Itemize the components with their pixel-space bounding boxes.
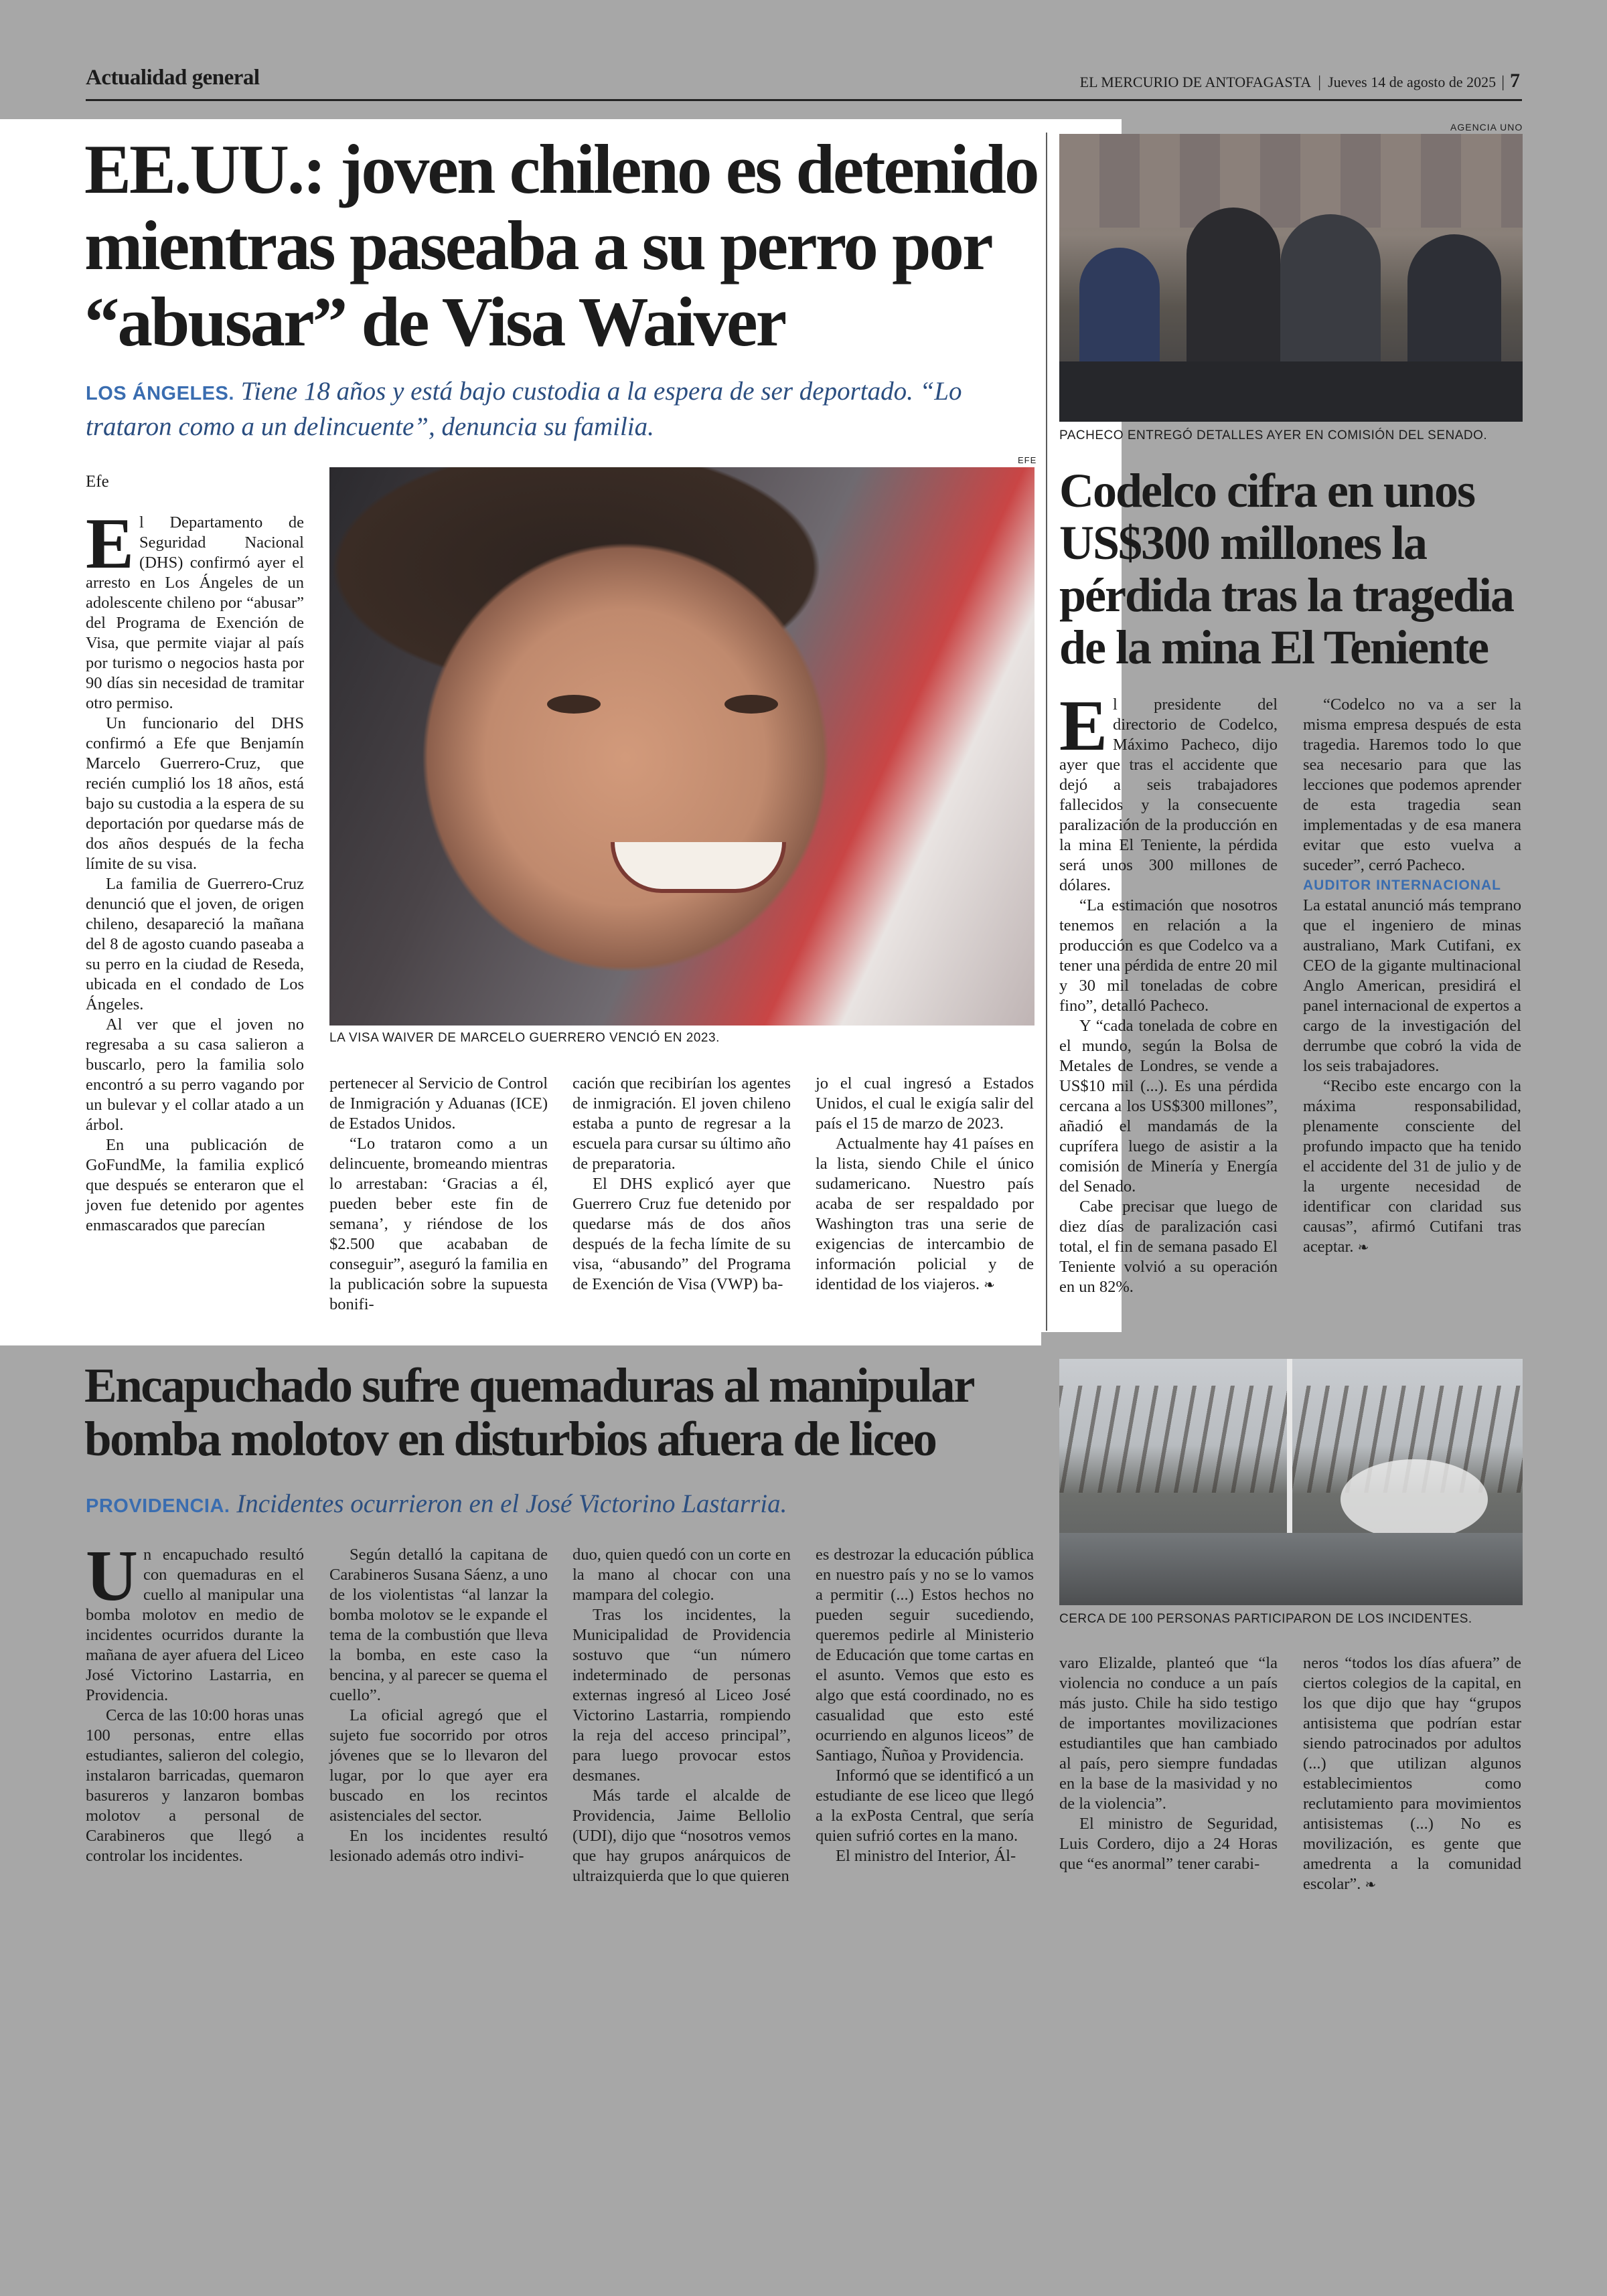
paragraph: El ministro del Interior, Ál- [836, 1847, 1016, 1865]
paragraph: es destrozar la educación pública en nuestro país y no se lo vamos a permitir (...) Estos hechos no pueden seguir sucediendo, queremos pedirle al Ministerio de Educación que tome cartas en el asunto. Vemos que esto es algo que está coordinado, no es casualidad que esto esté ocurriendo en algunos liceos” de Santiago, Ñuñoa y Providencia. [816, 1546, 1034, 1765]
header-date: Jueves 14 de agosto de 2025 [1328, 74, 1497, 90]
headline-line: bomba molotov en disturbios afuera de liceo [84, 1412, 936, 1466]
paragraph: En los incidentes resultó lesionado además otro indivi- [329, 1827, 548, 1865]
headline-line: de la mina El Teniente [1059, 621, 1488, 674]
article3-col4 [816, 1545, 1034, 1866]
paragraph: neros “todos los días afuera” de ciertos colegios de la capital, en los que dijo que hay “grupos antisistema que podrían estar siendo patrocinados por adultos (...) que utilizan algunos establecimientos como reclutamiento para movimientos antisistemas (...) No es movilización, es gente que amedrenta a la comunidad escolar”. ❧ [1303, 1654, 1521, 1893]
paragraph: Tras los incidentes, la Municipalidad de Providencia sostuvo que “un número indeterminado de personas externas ingresó al Liceo José Victorino Lastarria, rompiendo la reja del acceso principal”, para luego provocar estos desmanes. [572, 1606, 791, 1785]
article1-col2 [329, 1074, 548, 1315]
photo-wall [1059, 134, 1523, 228]
paragraph: El ministro de Seguridad, Luis Cordero, dijo a 24 Horas que “es anormal” tener carabi- [1059, 1815, 1278, 1873]
headline-line: US$300 millones la [1059, 516, 1427, 570]
paragraph: varo Elizalde, planteó que “la violencia no conduce a un país más justo. Chile ha sido testigo de importantes movilizaciones estudiantiles que han cambiado al país, pero siempre fundadas en la base de la masividad y no de la violencia”. [1059, 1654, 1278, 1813]
paragraph: Cabe precisar que luego de diez días de paralización casi total, el fin de semana pasado El Teniente volvió a su operación en un 82%. [1059, 1198, 1278, 1296]
column-divider [1046, 133, 1047, 1331]
headline-line: EE.UU.: joven chileno es detenido [84, 130, 1038, 208]
paragraph: cación que recibirían los agentes de inmigración. El joven chileno estaba a punto de regresar a la escuela para cursar su último año de preparatoria. [572, 1074, 791, 1173]
photo-credit: EFE [1018, 455, 1037, 465]
header-separator-2: | [1501, 74, 1505, 91]
article1-col4 [816, 1074, 1034, 1295]
paragraph: n encapuchado resultó con quemaduras en el cuello al manipular una bomba molotov en medio de incidentes ocurridos durante la mañana de ayer afuera del Liceo José Victorino Lastarria, en Providencia. [86, 1546, 304, 1704]
lead-place: PROVIDENCIA. [86, 1495, 230, 1517]
dropcap: E [1059, 686, 1108, 766]
article1-col1 [86, 504, 304, 1236]
paragraph: l Departamento de Seguridad Nacional (DHS) confirmó ayer el arresto en Los Ángeles de un adolescente chileno por “abusar” del Programa de Exención de Visa, que permite viajar al país por turismo o negocios hasta por 90 días sin necesidad de tramitar otro permiso. [86, 513, 304, 712]
article3-photo-caption: CERCA DE 100 PERSONAS PARTICIPARON DE LOS INCIDENTES. [1059, 1612, 1472, 1626]
article2-headline [1059, 465, 1528, 673]
article1-photo-caption: LA VISA WAIVER DE MARCELO GUERRERO VENCIÓ EN 2023. [329, 1031, 720, 1045]
article1-headline [84, 131, 1049, 360]
article2-col2 [1303, 695, 1521, 1257]
end-mark-icon: ❧ [1357, 1239, 1369, 1255]
headline-line: Codelco cifra en unos [1059, 464, 1474, 517]
article3-col5 [1059, 1653, 1278, 1874]
dropcap: U [86, 1536, 138, 1616]
article1-col3 [572, 1074, 791, 1295]
lead-text: Incidentes ocurrieron en el José Victorino Lastarria. [236, 1489, 787, 1518]
paragraph: Informó que se identificó a un estudiante de ese liceo que llegó a la exPosta Central, que sería quien sufrió cortes en la mano. [816, 1767, 1034, 1845]
article3-col1 [86, 1536, 304, 1866]
end-mark-icon: ❧ [1365, 1876, 1377, 1892]
paragraph: “Lo trataron como a un delincuente, bromeando mientras lo arrestaban: ‘Gracias a él, pueden beber este fin de semana’, y riéndose de los $2.500 que acababan de conseguir”, aseguró la familia en la publicación sobre la supuesta bonifi- [329, 1135, 548, 1313]
article2-photo-caption: PACHECO ENTREGÓ DETALLES AYER EN COMISIÓN DEL SENADO. [1059, 428, 1488, 442]
paragraph: El DHS explicó ayer que Guerrero Cruz fue detenido por quedarse más de dos años después de la fecha límite de su visa, “abusando” del Programa de Exención de Visa (VWP) ba- [572, 1175, 791, 1293]
riot-photo [1059, 1359, 1523, 1605]
page-number: 7 [1510, 70, 1520, 92]
page-header-info [1080, 70, 1520, 92]
paragraph: Según detalló la capitana de Carabineros Susana Sáenz, a uno de los violentistas “al lanzar la bomba molotov se le expande el tema de la combustión que lleva la bomba, en este caso la bencina, y al parecer se quema el cuello”. [329, 1546, 548, 1704]
header-separator: | [1318, 74, 1322, 91]
paragraph: Más tarde el alcalde de Providencia, Jaime Bellolio (UDI), dijo que “nosotros vemos que hay grupos anárquicos de ultraizquierda que lo que quieren [572, 1787, 791, 1885]
headline-line: “abusar” de Visa Waiver [84, 282, 785, 361]
article2-col1 [1059, 686, 1278, 1297]
article1-byline: Efe [86, 473, 109, 491]
paragraph: jo el cual ingresó a Estados Unidos, el cual le exigía salir del país el 15 de marzo de 2023. [816, 1074, 1034, 1133]
publication-name: EL MERCURIO DE ANTOFAGASTA [1079, 74, 1312, 90]
photo-eye-right [724, 695, 778, 714]
paragraph: Al ver que el joven no regresaba a su casa salieron a buscarlo, pero la familia solo encontró a su perro vagando por un bulevar y el collar atado a un árbol. [86, 1015, 304, 1134]
photo-smoke [1341, 1459, 1488, 1540]
article1-lead [86, 375, 1050, 443]
paragraph: l presidente del directorio de Codelco, Máximo Pacheco, dijo ayer que tras el accidente que dejó a seis trabajadores fallecidos y la consecuente paralización de la producción en la mina El Teniente, la pérdida será unos 300 millones de dólares. [1059, 695, 1278, 894]
paragraph: “Codelco no va a ser la misma empresa después de esta tragedia. Haremos todo lo que sea necesario para que las lecciones que podemos aprender de esta tragedia sean implementadas y de esa manera evitar que esto vuelva a suceder”, cerró Pacheco. [1303, 695, 1521, 874]
paragraph: Cerca de las 10:00 horas unas 100 personas, entre ellas estudiantes, salieron del colegio, instalaron barricadas, quemaron basureros y lanzaron bombas molotov a personal de Carabineros que llegó a controlar los incidentes. [86, 1706, 304, 1865]
paragraph: “Recibo este encargo con la máxima responsabilidad, plenamente consciente del profundo impacto que ha tenido el accidente del 31 de julio y de la urgente necesidad de identificar con claridad sus causas”, afirmó Cutifani tras aceptar. ❧ [1303, 1077, 1521, 1256]
paragraph: “La estimación que nosotros tenemos en relación a la producción es que Codelco va a tener una pérdida de entre 20 mil y 30 mil toneladas de cobre fino”, detalló Pacheco. [1059, 896, 1278, 1015]
paragraph: Un funcionario del DHS confirmó a Efe que Benjamín Marcelo Guerrero-Cruz, que recién cumplió los 18 años, está bajo su custodia a la espera de su deportación por quedarse más de dos años después de la fecha límite de su visa. [86, 714, 304, 873]
paragraph: pertenecer al Servicio de Control de Inmigración y Aduanas (ICE) de Estados Unidos. [329, 1074, 548, 1133]
end-mark-icon: ❧ [984, 1277, 995, 1293]
article3-lead [86, 1487, 1050, 1523]
header-rule [86, 99, 1522, 101]
section-label: Actualidad general [86, 66, 260, 90]
article3-col2 [329, 1545, 548, 1866]
headline-line: pérdida tras la tragedia [1059, 568, 1513, 622]
portrait-photo [329, 467, 1035, 1026]
photo-street [1059, 1533, 1523, 1605]
lead-place: LOS ÁNGELES. [86, 383, 234, 404]
headline-line: Encapuchado sufre quemaduras al manipular [84, 1358, 974, 1412]
paragraph: Actualmente hay 41 países en la lista, siendo Chile el único sudamericano. Nuestro país acaba de ser respaldado por Washington tras una serie de exigencias de intercambio de información policial y de identidad de los viajeros. ❧ [816, 1135, 1034, 1293]
lead-text: Tiene 18 años y está bajo custodia a la espera de ser deportado. “Lo trataron como a un delincuente”, denuncia su familia. [86, 377, 962, 441]
paragraph: La familia de Guerrero-Cruz denunció que el joven, de origen chileno, desapareció la mañana del 8 de agosto cuando paseaba a su perro en la ciudad de Reseda, ubicada en el condado de Los Ángeles. [86, 875, 304, 1013]
paragraph: duo, quien quedó con un corte en la mano al chocar con una mampara del colegio. [572, 1546, 791, 1604]
article2-subhead: AUDITOR INTERNACIONAL [1303, 878, 1501, 893]
photo-eye-left [547, 695, 601, 714]
senate-photo [1059, 134, 1523, 422]
article2-photo-credit: AGENCIA UNO [1450, 122, 1523, 133]
dropcap: E [86, 504, 135, 584]
paragraph: La estatal anunció más temprano que el ingeniero de minas australiano, Mark Cutifani, ex CEO de la gigante multinacional Anglo American, presidirá el panel internacional de expertos a cargo de la investigación del derrumbe que cobró la vida de los seis trabajadores. [1303, 896, 1521, 1075]
article3-col6 [1303, 1653, 1521, 1894]
paragraph: La oficial agregó que el sujeto fue socorrido por otros jóvenes que se lo llevaron del lugar, por lo que ayer era buscado en los recintos asistenciales del sector. [329, 1706, 548, 1825]
paragraph: En una publicación de GoFundMe, la familia explicó que después se enteraron que el joven fue detenido por agentes enmascarados que parecían [86, 1136, 304, 1234]
photo-desk [1059, 361, 1523, 422]
photo-smile [611, 842, 786, 893]
headline-line: mientras paseaba a su perro por [84, 206, 992, 284]
article3-col3 [572, 1545, 791, 1886]
highlight-notch [1041, 1332, 1122, 1352]
article3-headline [84, 1359, 1062, 1466]
paragraph: Y “cada tonelada de cobre en el mundo, según la Bolsa de Metales de Londres, se vende a US$10 mil (...). Es una pérdida cercana a los US$300 millones”, añadió el mandamás de la cuprífera luego de asistir a la comisión de Minería y Energía del Senado. [1059, 1017, 1278, 1196]
